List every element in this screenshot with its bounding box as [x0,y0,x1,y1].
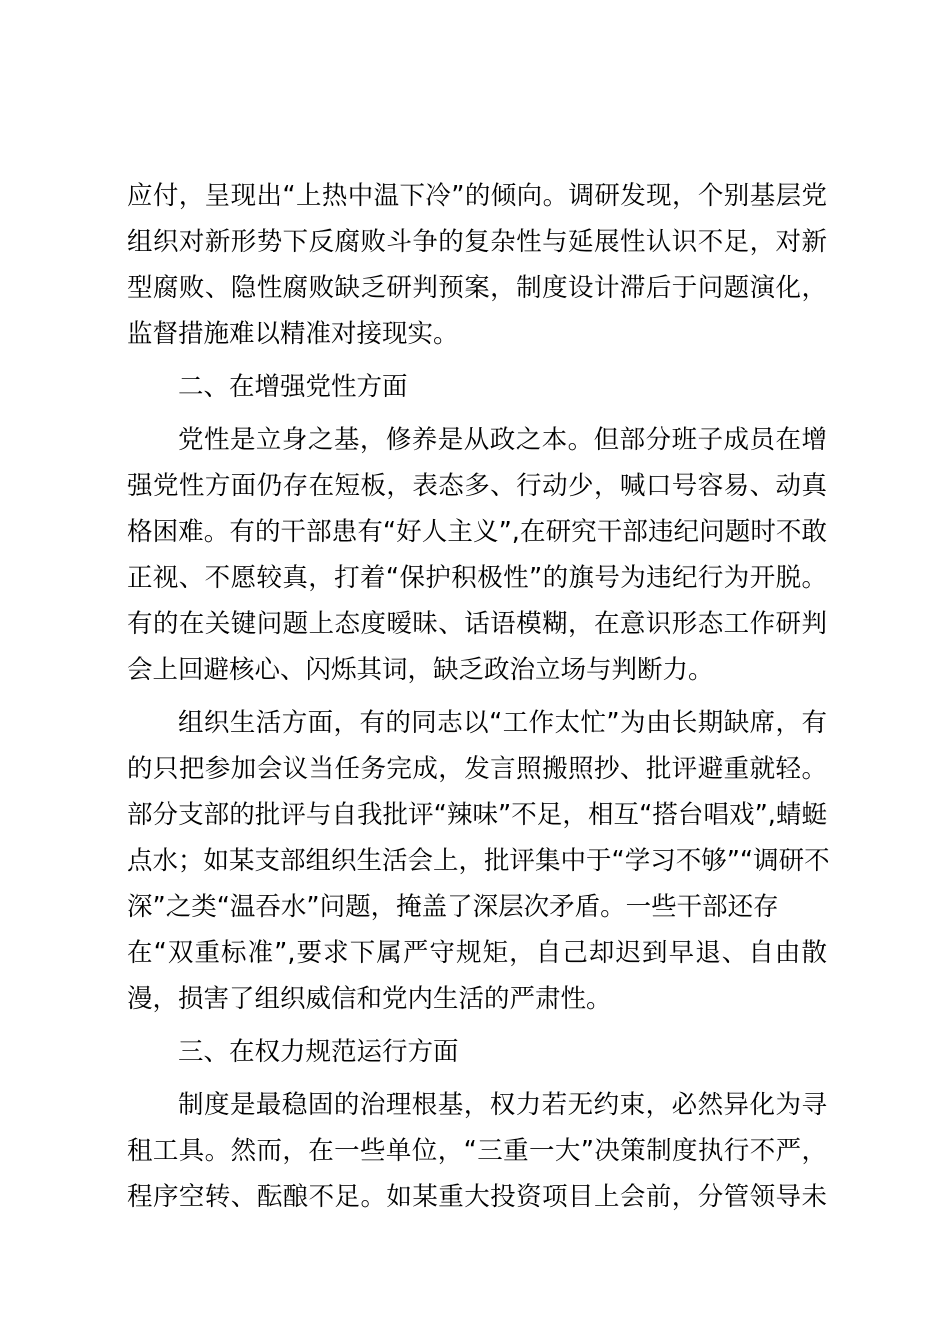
text-line: 强党性方面仍存在短板，表态多、行动少，喊口号容易、动真 [127,471,827,501]
text-line: 制度是最稳固的治理根基，权力若无约束，必然异化为寻 [178,1090,827,1120]
text-line: 正视、不愿较真，打着“保护积极性”的旗号为违纪行为开脱。 [127,563,827,593]
text-line: 程序空转、酝酿不足。如某重大投资项目上会前，分管领导未 [127,1182,827,1212]
text-line: 租工具。然而，在一些单位，“三重一大”决策制度执行不严， [127,1136,827,1166]
text-line: 的只把参加会议当任务完成，发言照搬照抄、批评避重就轻。 [127,754,827,784]
document-body [127,173,830,1220]
text-line: 监督措施难以精准对接现实。 [127,319,459,349]
section-heading-2: 二、在增强党性方面 [178,372,408,402]
text-line: 部分支部的批评与自我批评“辣味”不足，相互“搭台唱戏”,蜻蜓 [127,800,827,830]
text-line: 组织生活方面，有的同志以“工作太忙”为由长期缺席，有 [178,708,827,738]
text-line: 组织对新形势下反腐败斗争的复杂性与延展性认识不足，对新 [127,227,827,257]
text-line: 有的在关键问题上态度暧昧、话语模糊，在意识形态工作研判 [127,609,827,639]
text-line: 型腐败、隐性腐败缺乏研判预案，制度设计滞后于问题演化， [127,273,827,303]
text-line: 点水；如某支部组织生活会上，批评集中于“学习不够”“调研不 [127,846,830,876]
text-line: 党性是立身之基，修养是从政之本。但部分班子成员在增 [178,425,827,455]
text-line: 会上回避核心、闪烁其词，缺乏政治立场与判断力。 [127,655,714,685]
section-heading-3: 三、在权力规范运行方面 [178,1037,459,1067]
text-line: 应付，呈现出“上热中温下冷”的倾向。调研发现，个别基层党 [127,181,827,211]
text-line: 深”之类“温吞水”问题，掩盖了深层次矛盾。一些干部还存 [127,892,779,922]
text-line: 在“双重标准”,要求下属严守规矩，自己却迟到早退、自由散 [127,938,827,968]
text-line: 漫，损害了组织威信和党内生活的严肃性。 [127,984,612,1014]
text-line: 格困难。有的干部患有“好人主义”,在研究干部违纪问题时不敢 [127,517,827,547]
